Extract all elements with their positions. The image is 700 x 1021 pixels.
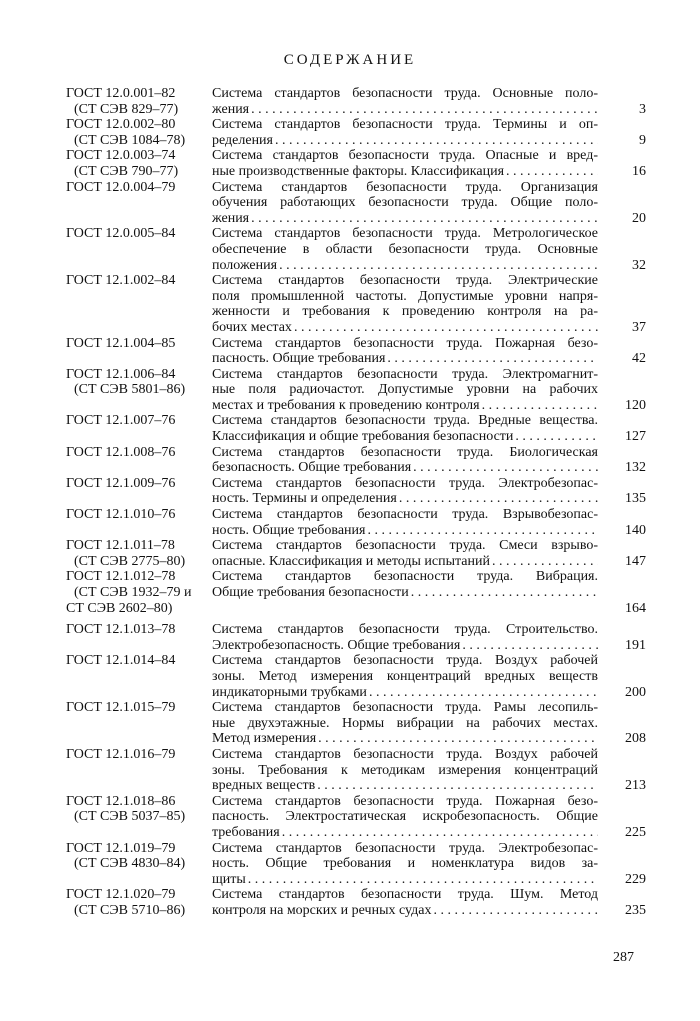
page-ref: 120 <box>625 397 646 413</box>
dot-leader <box>492 554 598 570</box>
standard-code <box>66 367 212 414</box>
page-ref: 37 <box>632 319 646 335</box>
standard-code <box>66 747 212 794</box>
toc-entry[interactable] <box>66 226 646 273</box>
toc-entry[interactable] <box>66 413 646 444</box>
dot-leader <box>515 429 598 445</box>
standard-code-line: ГОСТ 12.1.019–79 <box>66 840 176 856</box>
toc-entry[interactable] <box>66 841 646 888</box>
title-line: ные поля радиочастот. Допустимые уровни на рабочих <box>212 382 598 398</box>
title-line: зоны. Требования к методикам измерения концентраций <box>212 762 598 778</box>
toc-entry[interactable] <box>66 569 646 616</box>
standard-code <box>66 148 212 179</box>
title-line: ность. Общие требования и номенклатура видов за- <box>212 856 598 872</box>
title-line: Система стандартов безопасности труда. Биологическая <box>212 444 598 460</box>
toc-entry[interactable] <box>66 445 646 476</box>
standard-code-line: ГОСТ 12.0.002–80 <box>66 117 176 133</box>
dot-leader <box>282 825 598 841</box>
dot-leader <box>294 320 598 336</box>
page-ref: 208 <box>625 731 646 747</box>
dot-leader <box>482 398 598 414</box>
title-line: Система стандартов безопасности труда. Пожарная безо- <box>212 335 598 351</box>
dot-leader <box>275 133 598 149</box>
standard-code <box>66 569 212 616</box>
title-line-last: положения <box>212 257 278 273</box>
dot-leader <box>317 778 598 794</box>
standard-code <box>66 476 212 507</box>
title-line-last: жения <box>212 210 250 226</box>
title-line-last: ределения <box>212 132 273 148</box>
standard-title <box>212 700 598 747</box>
dot-leader <box>506 164 598 180</box>
title-line: Система стандартов безопасности труда. Термины и оп- <box>212 117 598 133</box>
toc-entry[interactable] <box>66 273 646 335</box>
standard-code <box>66 794 212 841</box>
standard-code-line: ГОСТ 12.1.008–76 <box>66 444 176 460</box>
standard-code <box>66 445 212 476</box>
title-line: Система стандартов безопасности труда. Рамы лесопиль- <box>212 700 598 716</box>
title-line: Система стандартов безопасности труда. Электробезопас- <box>212 840 598 856</box>
table-of-contents <box>66 86 646 918</box>
page-ref: 32 <box>632 257 646 273</box>
standard-title <box>212 622 598 653</box>
title-line-last: Электробезопасность. Общие требования <box>212 637 461 653</box>
toc-entry[interactable] <box>66 180 646 227</box>
title-line-last: бочих местах <box>212 319 292 335</box>
page-ref: 140 <box>625 522 646 538</box>
standard-title <box>212 887 598 918</box>
standard-code-line: (СТ СЭВ 4830–84) <box>74 856 186 872</box>
title-line-last: пасность. Общие требования <box>212 351 386 367</box>
standard-code-line: ГОСТ 12.1.002–84 <box>66 273 176 289</box>
title-line-last: Метод измерения <box>212 731 317 747</box>
standard-title <box>212 445 598 476</box>
title-line: поля промышленной частоты. Допустимые уровни напря- <box>212 288 598 304</box>
title-line: Система стандартов безопасности труда. Вредные вещества. <box>212 413 598 429</box>
title-line-last: опасные. Классификация и методы испытаний <box>212 553 490 569</box>
title-line: Система стандартов безопасности труда. Опасные и вред- <box>212 148 598 164</box>
page-title: СОДЕРЖАНИЕ <box>283 52 417 68</box>
standard-code <box>66 841 212 888</box>
standard-code <box>66 117 212 148</box>
page-ref: 20 <box>632 210 646 226</box>
page-ref: 147 <box>625 553 646 569</box>
dot-leader <box>318 731 598 747</box>
toc-entry[interactable] <box>66 336 646 367</box>
standard-code <box>66 622 212 653</box>
standard-title <box>212 841 598 888</box>
dot-leader <box>462 638 598 654</box>
title-line: обучения работающих безопасности труда. Общие поло- <box>212 195 598 211</box>
standard-title <box>212 86 598 117</box>
standard-title <box>212 476 598 507</box>
standard-code-line: (СТ СЭВ 5710–86) <box>74 902 186 918</box>
title-line-last: жения <box>212 101 250 117</box>
title-line: Система стандартов безопасности труда. Пожарная безо- <box>212 793 598 809</box>
standard-code-line: (СТ СЭВ 2775–80) <box>74 553 186 569</box>
standard-code-line: ГОСТ 12.1.012–78 <box>66 569 176 585</box>
toc-entry[interactable] <box>66 700 646 747</box>
title-line: Система стандартов безопасности труда. Воздух рабочей <box>212 746 598 762</box>
standard-code-line: ГОСТ 12.0.004–79 <box>66 179 176 195</box>
title-line: Система стандартов безопасности труда. Организация <box>212 179 598 195</box>
dot-leader <box>399 491 598 507</box>
standard-code-line: (СТ СЭВ 1932–79 и <box>74 585 192 600</box>
toc-entry[interactable] <box>66 622 646 653</box>
dot-leader <box>433 903 598 919</box>
standard-code-line: ГОСТ 12.1.016–79 <box>66 746 176 762</box>
standard-title <box>212 569 598 616</box>
standard-code-line: ГОСТ 12.1.011–78 <box>66 538 175 554</box>
dot-leader <box>367 523 598 539</box>
standard-code <box>66 653 212 700</box>
standard-code-line: СТ СЭВ 2602–80) <box>66 600 173 616</box>
standard-title <box>212 538 598 569</box>
dot-leader <box>413 460 598 476</box>
standard-code-line: ГОСТ 12.0.005–84 <box>66 226 176 242</box>
standard-code-line: ГОСТ 12.1.010–76 <box>66 507 176 523</box>
title-line-last: щиты <box>212 871 246 887</box>
standard-code-line: ГОСТ 12.1.007–76 <box>66 413 176 429</box>
dot-leader <box>248 872 598 888</box>
standard-code <box>66 413 212 444</box>
standard-code <box>66 226 212 273</box>
dot-leader <box>251 211 598 227</box>
toc-entry[interactable] <box>66 653 646 700</box>
dot-leader <box>279 258 598 274</box>
standard-title <box>212 336 598 367</box>
toc-entry[interactable] <box>66 148 646 179</box>
toc-entry[interactable] <box>66 86 646 117</box>
title-line-last: безопасность. Общие требования <box>212 460 412 476</box>
page-ref: 16 <box>632 163 646 179</box>
standard-title <box>212 273 598 335</box>
standard-title <box>212 747 598 794</box>
dot-leader <box>369 685 598 701</box>
standard-code <box>66 538 212 569</box>
page-ref: 135 <box>625 491 646 507</box>
standard-code-line: (СТ СЭВ 829–77) <box>74 101 179 117</box>
standard-code-line: ГОСТ 12.1.006–84 <box>66 366 176 382</box>
dot-leader <box>387 351 598 367</box>
title-line: Система стандартов безопасности труда. Электробезопас- <box>212 475 598 491</box>
title-line: женности и требования к проведению контроля на ра- <box>212 304 598 320</box>
title-line: пасность. Электростатическая искробезопасность. Общие <box>212 809 598 825</box>
dot-leader <box>411 585 598 601</box>
standard-code-line: ГОСТ 12.0.001–82 <box>66 86 176 101</box>
standard-code-line: (СТ СЭВ 1084–78) <box>74 132 186 148</box>
title-line: Система стандартов безопасности труда. Взрывобезопас- <box>212 507 598 523</box>
standard-title <box>212 367 598 414</box>
title-line-last: местах и требования к проведению контроля <box>212 397 480 413</box>
title-line: Система стандартов безопасности труда. Метрологическое <box>212 226 598 242</box>
standard-code <box>66 507 212 538</box>
standard-code-line: ГОСТ 12.1.018–86 <box>66 793 176 809</box>
title-line: зоны. Метод измерения концентраций вредных веществ <box>212 668 598 684</box>
title-line: Система стандартов безопасности труда. Строительство. <box>212 622 598 638</box>
title-line: ные двухэтажные. Нормы вибрации на рабочих местах. <box>212 715 598 731</box>
title-line-last: индикаторными трубками <box>212 684 367 700</box>
page-ref: 191 <box>625 637 646 653</box>
page-ref: 42 <box>632 351 646 367</box>
standard-title <box>212 226 598 273</box>
title-line: Система стандартов безопасности труда. Шум. Метод <box>212 887 598 903</box>
page-ref: 213 <box>625 778 646 794</box>
toc-entry[interactable] <box>66 538 646 569</box>
standard-title <box>212 653 598 700</box>
standard-title <box>212 413 598 444</box>
standard-code-line: ГОСТ 12.1.013–78 <box>66 622 176 638</box>
title-line-last: Классификация и общие требования безопасности <box>212 429 514 445</box>
standard-code-line: ГОСТ 12.1.014–84 <box>66 653 176 669</box>
title-line: Система стандартов безопасности труда. Смеси взрыво- <box>212 538 598 554</box>
title-line: Система стандартов безопасности труда. Вибрация. <box>212 569 598 585</box>
toc-entry[interactable] <box>66 794 646 841</box>
standard-code <box>66 887 212 918</box>
toc-entry[interactable] <box>66 507 646 538</box>
page-number: 287 <box>613 950 634 965</box>
title-line: Система стандартов безопасности труда. Основные поло- <box>212 86 598 101</box>
dot-leader <box>251 102 598 118</box>
standard-code-line: ГОСТ 12.0.003–74 <box>66 148 176 164</box>
toc-entry[interactable] <box>66 117 646 148</box>
standard-code <box>66 86 212 117</box>
standard-code <box>66 700 212 747</box>
title-line-last: ные производственные факторы. Классификация <box>212 163 505 179</box>
standard-title <box>212 148 598 179</box>
standard-code <box>66 336 212 367</box>
standard-code <box>66 273 212 335</box>
standard-code-line: (СТ СЭВ 5801–86) <box>74 382 186 398</box>
title-line: обеспечение в области безопасности труда. Основные <box>212 241 598 257</box>
page-ref: 9 <box>639 132 646 148</box>
title-line-last: контроля на морских и речных судах <box>212 902 432 918</box>
standard-code-line: (СТ СЭВ 790–77) <box>74 163 179 179</box>
standard-code <box>66 180 212 227</box>
standard-title <box>212 794 598 841</box>
standard-title <box>212 507 598 538</box>
standard-code-line: ГОСТ 12.1.015–79 <box>66 700 176 716</box>
page-ref: 229 <box>625 871 646 887</box>
toc-entry[interactable] <box>66 887 646 918</box>
toc-entry[interactable] <box>66 747 646 794</box>
standard-code-line: (СТ СЭВ 5037–85) <box>74 809 186 825</box>
standard-title <box>212 180 598 227</box>
standard-code-line: ГОСТ 12.1.009–76 <box>66 475 176 491</box>
standard-code-line: ГОСТ 12.1.020–79 <box>66 887 176 903</box>
title-line-last: ность. Термины и определения <box>212 491 397 507</box>
title-line: Система стандартов безопасности труда. Электромагнит- <box>212 366 598 382</box>
standard-title <box>212 117 598 148</box>
title-line-last: требования <box>212 824 280 840</box>
page-ref: 127 <box>625 429 646 445</box>
title-line-last: Общие требования безопасности <box>212 585 409 600</box>
page-ref: 3 <box>639 101 646 117</box>
page-ref: 164 <box>625 600 646 616</box>
toc-entry[interactable] <box>66 367 646 414</box>
page-ref: 200 <box>625 684 646 700</box>
standard-code-line: ГОСТ 12.1.004–85 <box>66 335 176 351</box>
title-line: Система стандартов безопасности труда. Электрические <box>212 273 598 289</box>
title-line-last: вредных веществ <box>212 778 316 794</box>
title-line: Система стандартов безопасности труда. Воздух рабочей <box>212 653 598 669</box>
page-ref: 225 <box>625 824 646 840</box>
page-ref: 132 <box>625 460 646 476</box>
toc-entry[interactable] <box>66 476 646 507</box>
title-line-last: ность. Общие требования <box>212 522 366 538</box>
page-ref: 235 <box>625 902 646 918</box>
